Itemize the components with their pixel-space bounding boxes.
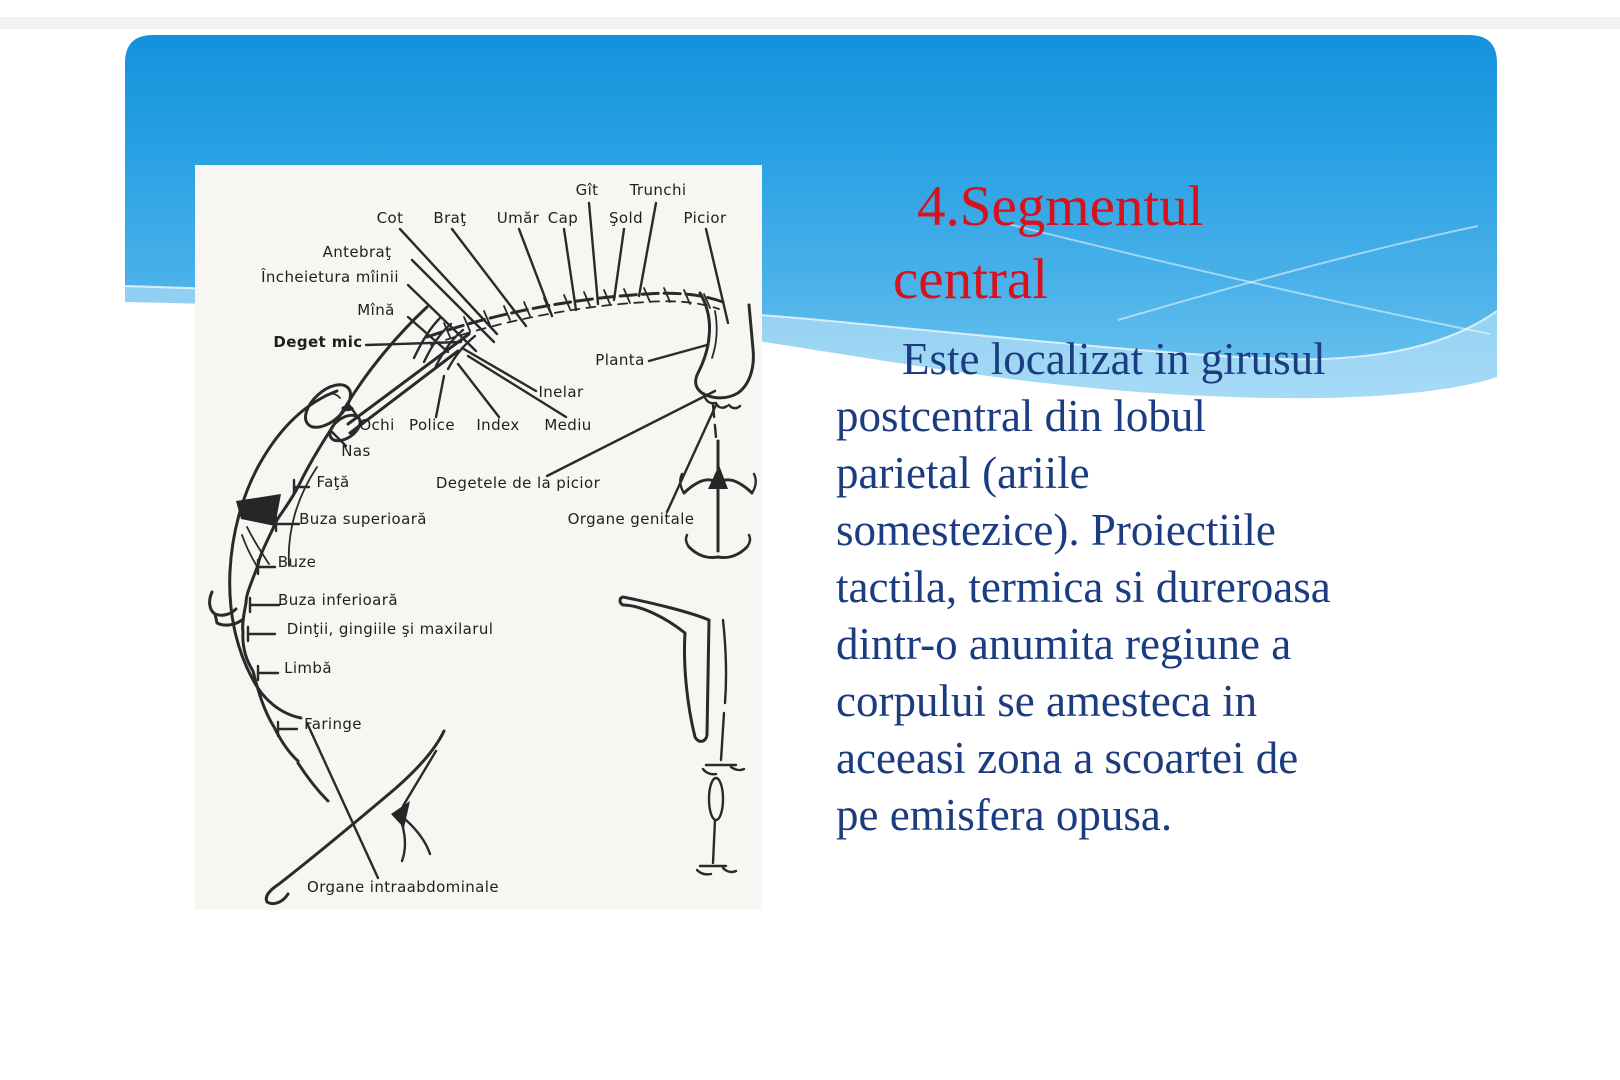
diagram-label: Umăr xyxy=(496,209,540,227)
leg-outline xyxy=(620,597,744,774)
diagram-label: Degetele de la picior xyxy=(435,474,601,492)
nerve-flourish xyxy=(266,723,444,904)
body-text-line: tactila, termica si dureroasa xyxy=(836,562,1331,612)
diagram-label: Faţă xyxy=(316,473,350,491)
diagram-label: Picior xyxy=(683,209,727,227)
homunculus-diagram xyxy=(195,165,762,910)
body-text-line: postcentral din lobul xyxy=(836,391,1206,441)
diagram-label: Limbă xyxy=(284,659,332,677)
diagram-label: Braţ xyxy=(433,209,467,227)
diagram-label: Ochi xyxy=(359,416,395,434)
slide-title-line2: central xyxy=(893,248,1049,311)
diagram-label: Antebraţ xyxy=(322,243,392,261)
diagram-label: Buza inferioară xyxy=(278,591,398,609)
diagram-label: Cot xyxy=(376,209,404,227)
body-text-line: pe emisfera opusa. xyxy=(836,790,1173,840)
diagram-label: Organe genitale xyxy=(567,510,695,528)
diagram-labels xyxy=(260,181,727,896)
diagram-label: Buze xyxy=(277,553,317,571)
diagram-label: Planta xyxy=(595,351,645,369)
diagram-label: Dinţii, gingiile şi maxilarul xyxy=(286,620,494,638)
diagram-label: Gît xyxy=(575,181,599,199)
diagram-label: Nas xyxy=(341,442,371,460)
diagram-label: Faringe xyxy=(304,715,362,733)
diagram-label: Cap xyxy=(547,209,579,227)
diagram-label: Deget mic xyxy=(273,333,363,351)
body-text-line: somestezice). Proiectiile xyxy=(836,505,1276,555)
diagram-label: Index xyxy=(476,416,520,434)
body-text-line: aceeasi zona a scoartei de xyxy=(836,733,1299,783)
diagram-label: Trunchi xyxy=(629,181,687,199)
stick-figure xyxy=(697,778,736,874)
slide-body-text xyxy=(836,331,1426,844)
diagram-label: Mînă xyxy=(357,301,395,319)
body-text-line: parietal (ariile xyxy=(836,448,1090,498)
body-text-line: corpului se amesteca in xyxy=(836,676,1258,726)
diagram-label: Inelar xyxy=(538,383,584,401)
foot-figure xyxy=(696,293,754,437)
diagram-label: Mediu xyxy=(544,416,592,434)
body-text-line: dintr-o anumita regiune a xyxy=(836,619,1292,669)
body-text-line: Este localizat in girusul xyxy=(902,334,1326,384)
diagram-label: Police xyxy=(409,416,455,434)
diagram-label: Buza superioară xyxy=(299,510,427,528)
diagram-label: Şold xyxy=(609,209,643,227)
diagram-label: Încheietura mîinii xyxy=(261,268,399,286)
homunculus-drawing xyxy=(195,165,762,910)
slide-title xyxy=(893,170,1453,316)
slide-title-line1: 4.Segmentul xyxy=(917,175,1204,238)
diagram-label: Organe intraabdominale xyxy=(307,878,499,896)
